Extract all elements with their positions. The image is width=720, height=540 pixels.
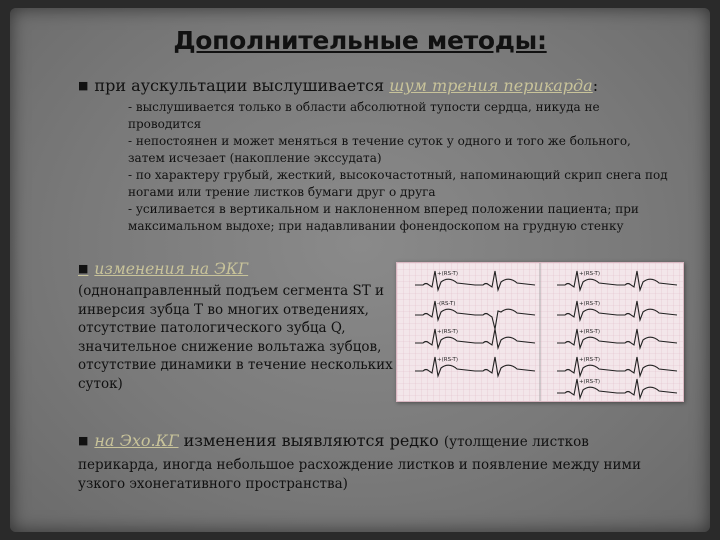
echo-description: перикарда, иногда небольшое расхождение листков и появление между ними узкого эхонегативного пространства)	[78, 457, 642, 492]
ecg-heading-text: изменения на ЭКГ	[94, 260, 249, 278]
auscultation-prefix: при аускультации выслушивается	[94, 76, 390, 95]
bullet-icon: ■	[78, 434, 89, 447]
auscultation-suffix: :	[592, 76, 599, 95]
auscultation-list	[128, 99, 668, 235]
bullet-icon: ■	[78, 262, 89, 275]
bullet-icon: ■	[78, 79, 89, 92]
echo-middle: изменения выявляются редко	[178, 431, 444, 450]
slide-title: Дополнительные методы:	[173, 26, 547, 55]
echo-paren-start: (утолщение листков	[443, 434, 589, 450]
list-item: - непостоянен и может меняться в течение суток у одного и того же больного, затем исчезает (накопление экссудата)	[128, 134, 631, 165]
auscultation-paragraph	[78, 76, 678, 95]
ecg-lead-label: +(RS-T)	[579, 379, 601, 385]
ecg-lead-label: +(RS-T)	[437, 357, 459, 363]
ecg-lead-label: +(RS-T)	[437, 271, 459, 277]
list-item: - по характеру грубый, жесткий, высокочастотный, напоминающий скрип снега под ногами или трение листков бумаги друг о друга	[128, 168, 668, 199]
ecg-heading	[78, 260, 248, 278]
auscultation-highlight: шум трения перикарда	[389, 76, 593, 95]
echo-heading: на Эхо.КГ	[94, 431, 179, 450]
ecg-lead-label: +(RS-T)	[579, 301, 601, 307]
ecg-lead-label: +(RS-T)	[437, 329, 459, 335]
ecg-image	[396, 262, 684, 402]
ecg-lead-label: +(RS-T)	[579, 329, 601, 335]
ecg-lead-label: +(RS-T)	[579, 357, 601, 363]
ecg-lead-label: -(RS-T)	[437, 301, 456, 307]
list-item: - выслушивается только в области абсолютной тупости сердца, никуда не проводится	[128, 100, 600, 131]
echo-line	[78, 431, 589, 450]
list-item: - усиливается в вертикальном и наклоненном вперед положении пациента; при максимальном выдохе; при надавливании фонендоскопом на грудную стенку	[128, 202, 639, 233]
ecg-description: (однонаправленный подъем сегмента ST и инверсия зубца T во многих отведениях, отсутствие патологического зубца Q, значительное снижение вольтажа зубцов, отсутствие динамики в течение нескольких суток)	[78, 283, 393, 392]
ecg-lead-label: +(RS-T)	[579, 271, 601, 277]
ecg-svg	[397, 263, 683, 401]
